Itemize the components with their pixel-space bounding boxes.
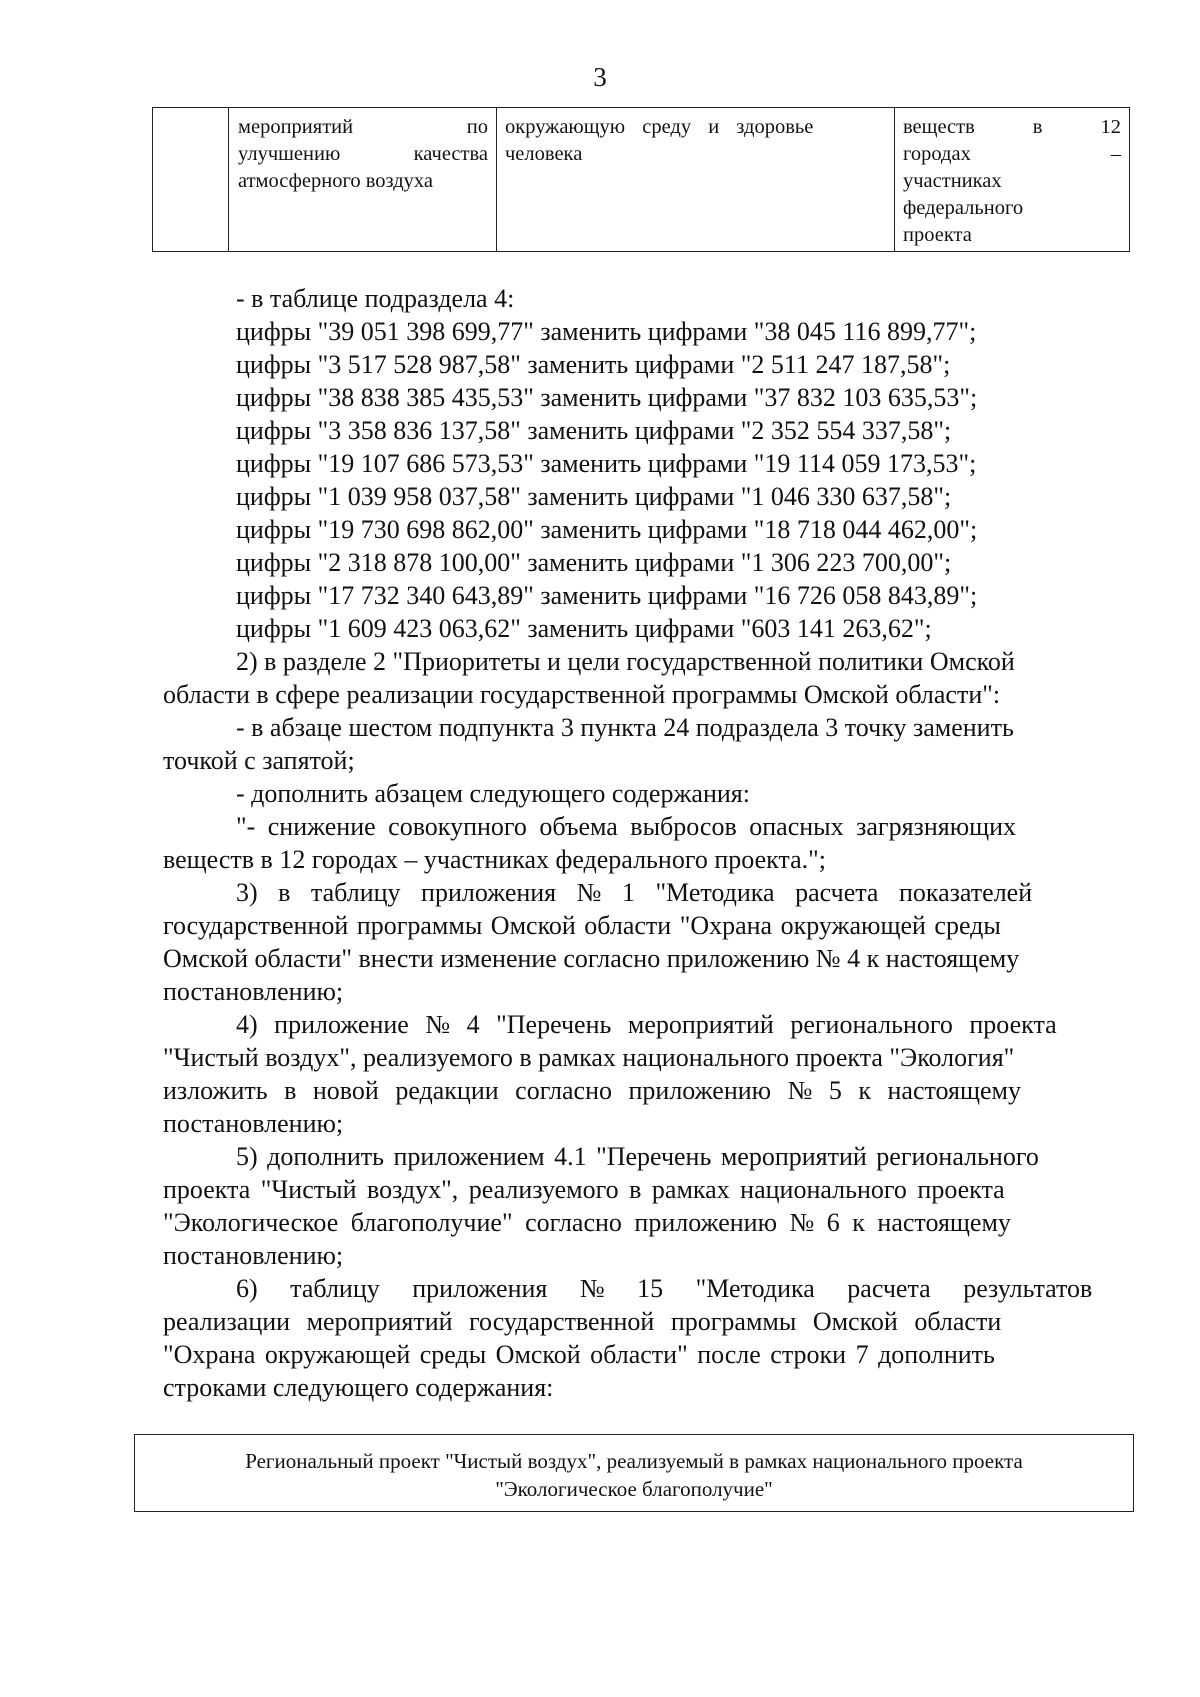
replacement-line: цифры "19 107 686 573,53" заменить цифрами "19 114 059 173,53"; <box>236 449 977 478</box>
paragraph-5-line: проекта "Чистый воздух", реализуемого в рамках национального проекта <box>163 1175 1005 1204</box>
paragraph-2-line: 2) в разделе 2 "Приоритеты и цели государственной политики Омской <box>236 647 1015 676</box>
paragraph-4-line: "Чистый воздух", реализуемого в рамках национального проекта "Экология" <box>163 1043 1015 1072</box>
cell-text: в <box>1032 116 1043 138</box>
paragraph-2-line: области в сфере реализации государственной программы Омской области": <box>163 680 1001 709</box>
cell-text: по <box>466 116 488 138</box>
table-cell-line <box>903 114 1121 141</box>
paragraph-6-line: 6) таблицу приложения № 15 "Методика расчета результатов <box>236 1274 1093 1303</box>
table-cell-line <box>903 222 1121 249</box>
paragraph-2a-line: - в абзаце шестом подпункта 3 пункта 24 подраздела 3 точку заменить <box>236 713 1014 742</box>
paragraph-3-line: Омской области" внести изменение согласно приложению № 4 к настоящему <box>163 944 1020 973</box>
replacement-line: цифры "1 039 958 037,58" заменить цифрами "1 046 330 637,58"; <box>236 482 952 511</box>
table-cell-line <box>238 141 488 168</box>
replacement-line: цифры "39 051 398 699,77" заменить цифрами "38 045 116 899,77"; <box>236 317 977 346</box>
paragraph-6-line: "Охрана окружающей среды Омской области" после строки 7 дополнить <box>163 1340 995 1369</box>
paragraph-6-line: строками следующего содержания: <box>163 1373 554 1402</box>
paragraph-5-line: "Экологическое благополучие" согласно приложению № 6 к настоящему <box>163 1208 1011 1237</box>
table-divider <box>894 108 895 251</box>
cell-text: веществ <box>903 116 975 138</box>
paragraph-4-line: постановлению; <box>163 1109 344 1138</box>
table-cell-line <box>505 141 888 168</box>
paragraph-3-line: 3) в таблицу приложения № 1 "Методика расчета показателей <box>236 878 1033 907</box>
regional-project-subtitle: "Экологическое благополучие" <box>495 1477 773 1501</box>
paragraph-2a-line: точкой с запятой; <box>163 746 355 775</box>
cell-text: мероприятий <box>238 116 354 138</box>
replacement-line: цифры "17 732 340 643,89" заменить цифрами "16 726 058 843,89"; <box>236 581 978 610</box>
intro-line: - в таблице подраздела 4: <box>236 284 515 313</box>
cell-text: качества <box>413 143 488 165</box>
paragraph-5-line: 5) дополнить приложением 4.1 "Перечень мероприятий регионального <box>236 1142 1039 1171</box>
paragraph-2c-line: "- снижение совокупного объема выбросов опасных загрязняющих <box>236 812 1017 841</box>
table-cell-line <box>238 114 488 141</box>
table-cell-line <box>903 168 1121 195</box>
table-divider <box>496 108 497 251</box>
paragraph-2b-line: - дополнить абзацем следующего содержания: <box>236 779 750 808</box>
page-number: 3 <box>593 62 607 92</box>
cell-text: улучшению <box>238 143 341 165</box>
paragraph-5-line: постановлению; <box>163 1241 344 1270</box>
table-cell-event-name <box>238 114 488 195</box>
table-cell-indicator <box>903 114 1121 249</box>
cell-text: человека <box>505 143 583 165</box>
cell-text: городах <box>903 143 971 165</box>
replacement-line: цифры "19 730 698 862,00" заменить цифрами "18 718 044 462,00"; <box>236 515 978 544</box>
cell-text: атмосферного воздуха <box>238 170 434 192</box>
table-cell-impact <box>505 114 888 168</box>
continuation-table <box>152 107 1130 252</box>
replacement-line: цифры "3 517 528 987,58" заменить цифрами "2 511 247 187,58"; <box>236 350 951 379</box>
cell-text: окружающую среду и здоровье <box>505 116 814 138</box>
paragraph-4-line: изложить в новой редакции согласно приложению № 5 к настоящему <box>163 1076 1022 1105</box>
cell-text: проекта <box>903 224 972 246</box>
table-cell-line <box>238 168 488 195</box>
paragraph-3-line: государственной программы Омской области "Охрана окружающей среды <box>163 911 1001 940</box>
cell-text: участниках <box>903 170 1002 192</box>
paragraph-4-line: 4) приложение № 4 "Перечень мероприятий регионального проекта <box>236 1010 1057 1039</box>
regional-project-row <box>134 1434 1134 1512</box>
document-body <box>163 282 1128 1404</box>
replacement-line: цифры "1 609 423 063,62" заменить цифрами "603 141 263,62"; <box>236 614 932 643</box>
cell-text: – <box>1110 143 1121 165</box>
replacement-line: цифры "3 358 836 137,58" заменить цифрами "2 352 554 337,58"; <box>236 416 952 445</box>
paragraph-3-line: постановлению; <box>163 977 344 1006</box>
replacement-line: цифры "2 318 878 100,00" заменить цифрами "1 306 223 700,00"; <box>236 548 952 577</box>
cell-text: федерального <box>903 197 1024 219</box>
paragraph-2c-line: веществ в 12 городах – участниках федерального проекта."; <box>163 845 826 874</box>
regional-project-title: Региональный проект "Чистый воздух", реализуемый в рамках национального проекта <box>245 1449 1023 1473</box>
replacement-line: цифры "38 838 385 435,53" заменить цифрами "37 832 103 635,53"; <box>236 383 978 412</box>
table-cell-line <box>505 114 888 141</box>
table-cell-line <box>903 141 1121 168</box>
table-divider <box>228 108 229 251</box>
cell-text: 12 <box>1100 116 1121 138</box>
table-cell-line <box>903 195 1121 222</box>
paragraph-6-line: реализации мероприятий государственной программы Омской области <box>163 1307 1002 1336</box>
